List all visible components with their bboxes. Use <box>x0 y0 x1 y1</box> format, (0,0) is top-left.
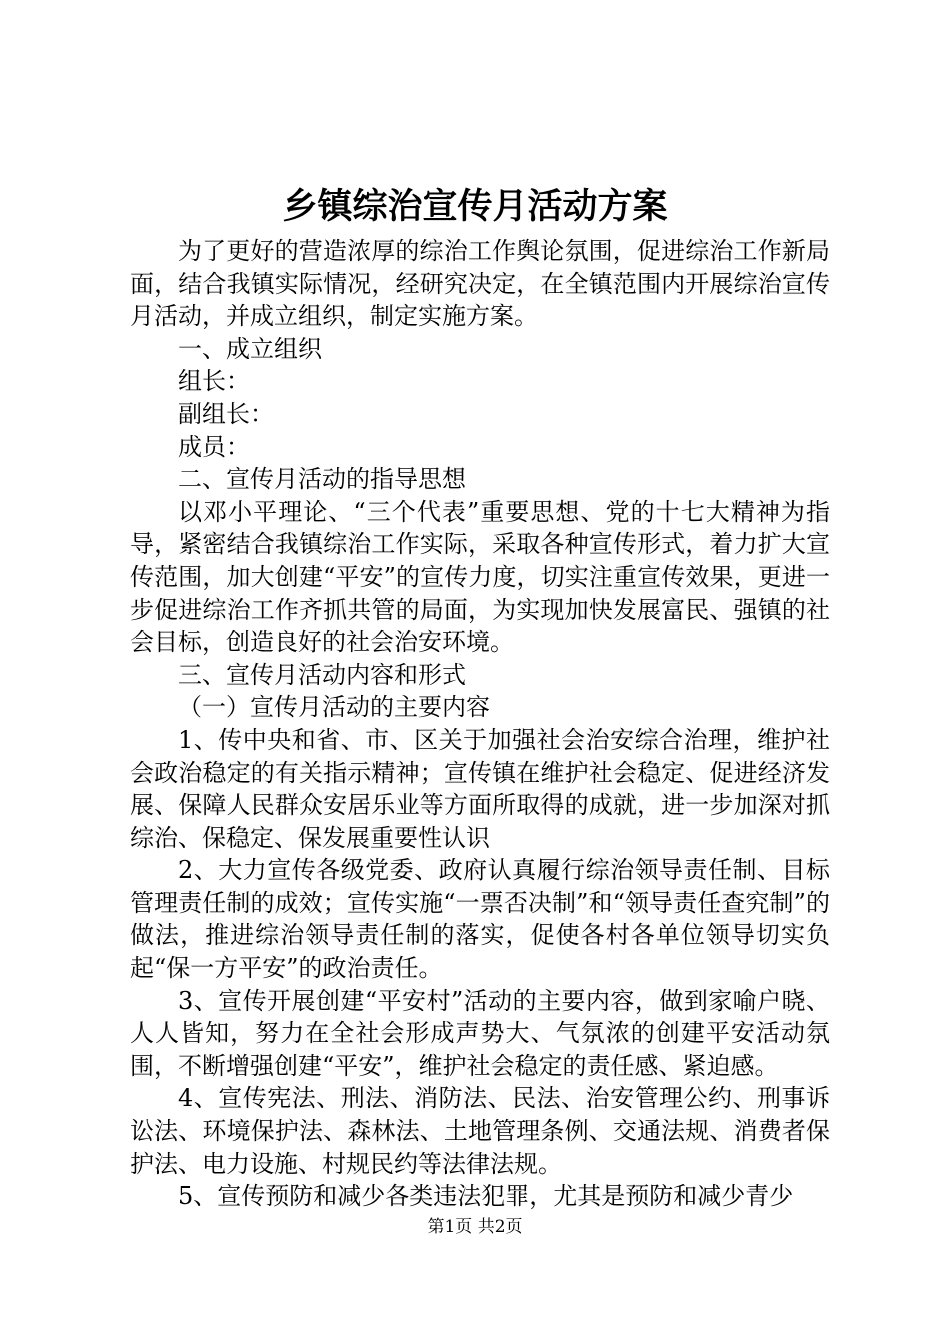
document-body <box>130 235 830 1213</box>
page-footer: 第1页 共2页 <box>427 1217 523 1237</box>
subsection-heading-1: （一）宣传月活动的主要内容 <box>178 693 490 722</box>
list-item-2: 2、大力宣传各级党委、政府认真履行综治领导责任制、目标管理责任制的成效；宣传实施“一票否决制”和“领导责任查究制”的做法，推进综治领导责任制的落实，促使各村各单位领导切实负起“保一方平安”的政治责任。 <box>130 856 830 983</box>
list-item-4: 4、宣传宪法、刑法、消防法、民法、治安管理公约、刑事诉讼法、环境保护法、森林法、土地管理条例、交通法规、消费者保护法、电力设施、村规民约等法律法规。 <box>130 1084 830 1178</box>
list-item-1: 1、传中央和省、市、区关于加强社会治安综合治理，维护社会政治稳定的有关指示精神；宣传镇在维护社会稳定、促进经济发展、保障人民群众安居乐业等方面所取得的成就，进一步加深对抓综治、保稳定、保发展重要性认识 <box>130 725 830 852</box>
paragraph-guiding-thought: 以邓小平理论、“三个代表”重要思想、党的十七大精神为指导，紧密结合我镇综治工作实际，采取各种宣传形式，着力扩大宣传范围，加大创建“平安”的宣传力度，切实注重宣传效果，更进一步促进综治工作齐抓共管的局面，为实现加快发展富民、强镇的社会目标，创造良好的社会治安环境。 <box>130 497 830 657</box>
paragraph-intro: 为了更好的营造浓厚的综治工作舆论氛围，促进综治工作新局面，结合我镇实际情况，经研究决定，在全镇范围内开展综治宣传月活动，并成立组织，制定实施方案。 <box>130 237 830 331</box>
section-heading-1: 一、成立组织 <box>178 334 322 363</box>
leader-line: 组长： <box>178 367 250 396</box>
list-item-5: 5、宣传预防和减少各类违法犯罪，尤其是预防和减少青少 <box>178 1182 794 1211</box>
members-line: 成员： <box>178 432 250 461</box>
section-heading-2: 二、宣传月活动的指导思想 <box>178 465 466 494</box>
list-item-3: 3、宣传开展创建“平安村”活动的主要内容，做到家喻户晓、人人皆知，努力在全社会形成声势大、气氛浓的创建平安活动氛围，不断增强创建“平安”，维护社会稳定的责任感、紧迫感。 <box>130 986 830 1080</box>
section-heading-3: 三、宣传月活动内容和形式 <box>178 660 466 689</box>
document-title: 乡镇综治宣传月活动方案 <box>282 186 668 227</box>
deputy-leader-line: 副组长： <box>178 399 274 428</box>
